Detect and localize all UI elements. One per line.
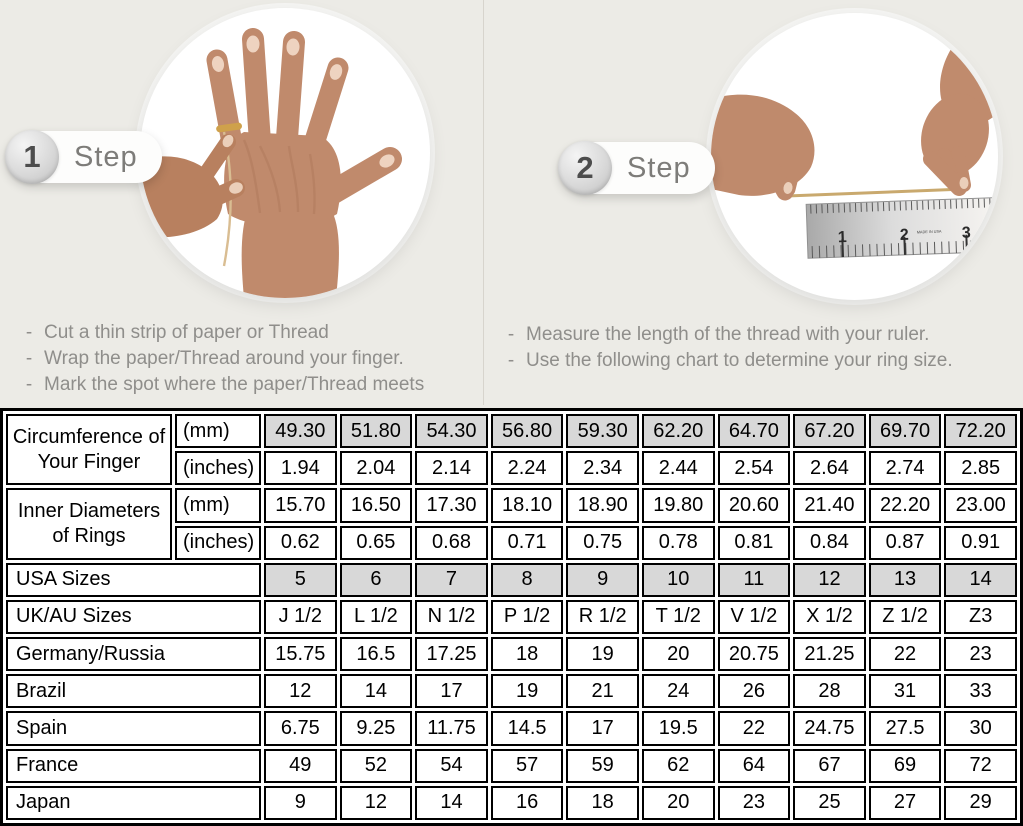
row-label: Brazil [6, 674, 261, 708]
size-value-cell: 0.81 [718, 526, 791, 560]
size-value-cell: 2.24 [491, 451, 564, 485]
size-value-cell: 69.70 [869, 414, 942, 448]
instruction-line [22, 372, 424, 398]
size-value-cell: 17 [566, 711, 639, 745]
size-value-cell: 20 [642, 637, 715, 671]
size-value-cell: 51.80 [340, 414, 413, 448]
size-value-cell: 11.75 [415, 711, 488, 745]
size-value-cell: 54.30 [415, 414, 488, 448]
size-value-cell: 72 [944, 749, 1017, 783]
ruler-number: 3 [961, 224, 972, 242]
size-value-cell: 64 [718, 749, 791, 783]
size-value-cell: 7 [415, 563, 488, 597]
table-row [6, 563, 1017, 597]
instruction-line [504, 348, 953, 374]
bullet-dash: - [25, 374, 33, 395]
size-value-cell: 9 [264, 786, 337, 820]
size-value-cell: 20 [642, 786, 715, 820]
size-value-cell: Z 1/2 [869, 600, 942, 634]
size-value-cell: 2.85 [944, 451, 1017, 485]
size-value-cell: 0.65 [340, 526, 413, 560]
row-label: Japan [6, 786, 261, 820]
size-value-cell: 8 [491, 563, 564, 597]
size-value-cell: 9.25 [340, 711, 413, 745]
step1-badge [6, 131, 162, 183]
size-value-cell: 0.87 [869, 526, 942, 560]
size-value-cell: 24 [642, 674, 715, 708]
size-value-cell: 0.91 [944, 526, 1017, 560]
table-row [6, 711, 1017, 745]
size-value-cell: 19.5 [642, 711, 715, 745]
step2-badge [559, 142, 715, 194]
size-value-cell: L 1/2 [340, 600, 413, 634]
size-value-cell: T 1/2 [642, 600, 715, 634]
size-value-cell: 24.75 [793, 711, 866, 745]
step2-photo-circle [711, 13, 998, 300]
row-label: Spain [6, 711, 261, 745]
table-row [6, 674, 1017, 708]
size-value-cell: 49 [264, 749, 337, 783]
size-value-cell: 19.80 [642, 488, 715, 522]
size-value-cell: 64.70 [718, 414, 791, 448]
size-value-cell: 22.20 [869, 488, 942, 522]
size-value-cell: 14 [944, 563, 1017, 597]
size-value-cell: R 1/2 [566, 600, 639, 634]
size-value-cell: 57 [491, 749, 564, 783]
table-row [6, 600, 1017, 634]
size-value-cell: 27 [869, 786, 942, 820]
ring-size-table [0, 408, 1023, 826]
size-value-cell: J 1/2 [264, 600, 337, 634]
size-value-cell: 2.34 [566, 451, 639, 485]
row-group-label: Inner Diameters of Rings [6, 488, 172, 559]
size-value-cell: 19 [491, 674, 564, 708]
size-value-cell: 14 [415, 786, 488, 820]
size-value-cell: 59.30 [566, 414, 639, 448]
size-value-cell: 5 [264, 563, 337, 597]
size-value-cell: 20.60 [718, 488, 791, 522]
instruction-text: Cut a thin strip of paper or Thread [44, 322, 329, 343]
instruction-text: Mark the spot where the paper/Thread meets [44, 374, 425, 395]
size-value-cell: 62 [642, 749, 715, 783]
table-row [6, 786, 1017, 820]
table-row [6, 637, 1017, 671]
size-value-cell: 62.20 [642, 414, 715, 448]
unit-label: (inches) [175, 451, 261, 485]
size-value-cell: 13 [869, 563, 942, 597]
size-value-cell: 14.5 [491, 711, 564, 745]
ruler-measure-illustration [711, 13, 998, 300]
right-hand [911, 19, 998, 189]
ruler-small-text: MADE IN USA [916, 229, 942, 235]
size-value-cell: 20.75 [718, 637, 791, 671]
size-value-cell: 0.68 [415, 526, 488, 560]
size-value-cell: 59 [566, 749, 639, 783]
instruction-line [504, 322, 953, 348]
size-value-cell: 2.64 [793, 451, 866, 485]
step1-instructions [22, 320, 424, 398]
size-value-cell: 18 [491, 637, 564, 671]
size-value-cell: 21.40 [793, 488, 866, 522]
step1-photo-circle [140, 8, 430, 298]
size-value-cell: P 1/2 [491, 600, 564, 634]
size-value-cell: 17.30 [415, 488, 488, 522]
size-value-cell: 2.54 [718, 451, 791, 485]
size-value-cell: 19 [566, 637, 639, 671]
ruler-number: 1 [837, 228, 848, 247]
step2-label: Step [627, 151, 691, 184]
size-value-cell: 0.71 [491, 526, 564, 560]
left-hand [711, 95, 814, 196]
table-row [6, 488, 1017, 522]
size-value-cell: 54 [415, 749, 488, 783]
size-value-cell: 11 [718, 563, 791, 597]
size-value-cell: 6.75 [264, 711, 337, 745]
instructions-section [0, 0, 1023, 408]
size-value-cell: 72.20 [944, 414, 1017, 448]
bullet-dash: - [507, 350, 515, 371]
size-value-cell: 18.90 [566, 488, 639, 522]
size-value-cell: 18 [566, 786, 639, 820]
size-value-cell: 31 [869, 674, 942, 708]
size-value-cell: 67 [793, 749, 866, 783]
ruler-number: 2 [899, 226, 910, 245]
bullet-dash: - [25, 348, 33, 369]
size-value-cell: 10 [642, 563, 715, 597]
size-value-cell: 12 [264, 674, 337, 708]
size-value-cell: V 1/2 [718, 600, 791, 634]
row-label: Germany/Russia [6, 637, 261, 671]
size-value-cell: 2.74 [869, 451, 942, 485]
unit-label: (inches) [175, 526, 261, 560]
size-chart-section [0, 408, 1023, 826]
size-value-cell: 67.20 [793, 414, 866, 448]
size-value-cell: 21.25 [793, 637, 866, 671]
instruction-line [22, 346, 424, 372]
size-value-cell: 9 [566, 563, 639, 597]
size-value-cell: 16 [491, 786, 564, 820]
size-value-cell: 16.50 [340, 488, 413, 522]
measured-thread [787, 189, 965, 196]
size-value-cell: N 1/2 [415, 600, 488, 634]
size-value-cell: 2.44 [642, 451, 715, 485]
table-row [6, 414, 1017, 448]
size-value-cell: Z3 [944, 600, 1017, 634]
size-value-cell: 25 [793, 786, 866, 820]
size-value-cell: 17 [415, 674, 488, 708]
size-value-cell: 69 [869, 749, 942, 783]
size-value-cell: 0.62 [264, 526, 337, 560]
size-value-cell: 18.10 [491, 488, 564, 522]
unit-label: (mm) [175, 488, 261, 522]
size-value-cell: 33 [944, 674, 1017, 708]
table-row [6, 749, 1017, 783]
size-value-cell: 23 [944, 637, 1017, 671]
size-value-cell: 15.75 [264, 637, 337, 671]
size-value-cell: 0.84 [793, 526, 866, 560]
bullet-dash: - [25, 322, 33, 343]
hand-thread-illustration [140, 8, 430, 298]
size-value-cell: 23 [718, 786, 791, 820]
size-value-cell: 17.25 [415, 637, 488, 671]
instruction-line [22, 320, 424, 346]
size-value-cell: 28 [793, 674, 866, 708]
size-value-cell: 2.14 [415, 451, 488, 485]
section-divider [483, 0, 484, 405]
size-value-cell: 22 [718, 711, 791, 745]
size-value-cell: 0.75 [566, 526, 639, 560]
bullet-dash: - [507, 324, 515, 345]
size-value-cell: 56.80 [491, 414, 564, 448]
row-label: France [6, 749, 261, 783]
instruction-text: Wrap the paper/Thread around your finger. [44, 348, 404, 369]
step2-instructions [504, 322, 953, 374]
row-label: USA Sizes [6, 563, 261, 597]
row-group-label: Circumference of Your Finger [6, 414, 172, 485]
size-value-cell: 6 [340, 563, 413, 597]
size-value-cell: 12 [793, 563, 866, 597]
row-label: UK/AU Sizes [6, 600, 261, 634]
instruction-text: Use the following chart to determine your ring size. [526, 350, 953, 371]
step2-number: 2 [558, 141, 612, 195]
size-value-cell: 12 [340, 786, 413, 820]
size-value-cell: X 1/2 [793, 600, 866, 634]
size-value-cell: 30 [944, 711, 1017, 745]
size-value-cell: 16.5 [340, 637, 413, 671]
instruction-text: Measure the length of the thread with your ruler. [526, 324, 930, 345]
size-value-cell: 27.5 [869, 711, 942, 745]
ruler [806, 198, 998, 259]
size-value-cell: 26 [718, 674, 791, 708]
size-value-cell: 2.04 [340, 451, 413, 485]
size-value-cell: 22 [869, 637, 942, 671]
size-value-cell: 29 [944, 786, 1017, 820]
step1-number: 1 [5, 130, 59, 184]
size-value-cell: 0.78 [642, 526, 715, 560]
unit-label: (mm) [175, 414, 261, 448]
step1-label: Step [74, 140, 138, 173]
size-value-cell: 15.70 [264, 488, 337, 522]
size-value-cell: 52 [340, 749, 413, 783]
size-value-cell: 23.00 [944, 488, 1017, 522]
size-value-cell: 14 [340, 674, 413, 708]
size-value-cell: 49.30 [264, 414, 337, 448]
size-value-cell: 1.94 [264, 451, 337, 485]
size-value-cell: 21 [566, 674, 639, 708]
